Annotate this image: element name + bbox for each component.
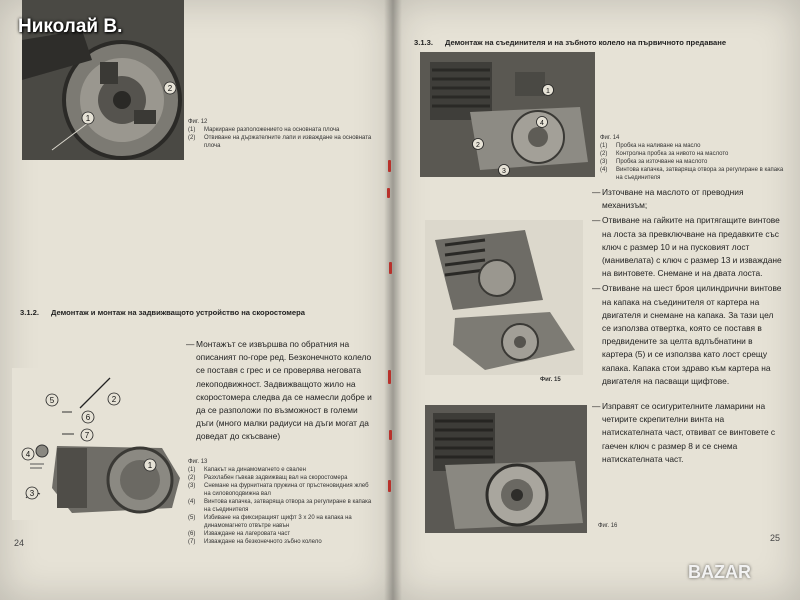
caption-item: (2) Отвиване на държателните лапи и изваждане на основната плоча xyxy=(188,135,372,149)
caption-item: (3) Снемане на фурнитната пружина от пръстеновидния жлеб на силовоподвижна вал xyxy=(188,483,369,497)
callout: 3 xyxy=(29,489,35,498)
fig14-photo xyxy=(420,52,595,177)
fig13-photo xyxy=(12,368,180,520)
callout: 1 xyxy=(546,88,550,95)
left-page xyxy=(0,0,392,600)
caption-item: (7) Изваждане на безконечното зъбно колело xyxy=(188,539,322,545)
red-ink-mark xyxy=(388,160,391,172)
callout: 4 xyxy=(540,120,544,127)
book-spine-fold xyxy=(384,0,402,600)
callout: 4 xyxy=(25,450,31,459)
list-item: — Източване на маслото от преводния механизъм; xyxy=(592,186,784,212)
fig13-caption xyxy=(188,458,373,546)
red-ink-mark xyxy=(387,188,390,198)
fig14-label: Фиг. 14 xyxy=(600,135,620,141)
caption-item: (5) Избиване на фиксиращият щифт 3 х 20 на капака на динамомагнето отвътре навън xyxy=(188,515,352,529)
callout: 7 xyxy=(84,431,90,440)
fig12-label: Фиг. 12 xyxy=(188,119,208,125)
list-item: — Отвиване на шест броя цилиндрични винтове на капака на съединителя от картера на двигателя и снемане на капака. За тази цел се използва отвертка, която се поставя в предвидените за целта вдлъбнатини в картера (5) и се използва като лост срещу капака. Капака стои здраво към картера на двигателя на пасващи щифтове. xyxy=(592,282,784,388)
svg-text:2: 2 xyxy=(167,84,173,93)
list-item: — Изправят се осигурителните ламарини на четирите скрепителни винта на натискателната част, отвиват се винтовете с гаечен ключ с размер 8 и се снема натискателната част. xyxy=(592,400,784,466)
bazar-watermark-logo: BAZAR xyxy=(688,562,751,582)
callout: 3 xyxy=(502,168,506,175)
caption-item: (1) Пробка на наливане на масло xyxy=(600,143,701,149)
fig15-photo xyxy=(425,220,583,375)
caption-item: (6) Изваждане на лагеровата част xyxy=(188,531,291,537)
list-item: — Монтажът се извършва по обратния на описаният по-горе ред. Безконечното колело се поставя с грес и се проверява неговата лекоподвижност. Задвижващото жило на скоростомера следва да се намесли добре и да се разположи по възможност в големи дъги (много малки радиуси на дъги могат да доведат до скъсване) xyxy=(186,338,372,444)
caption-item: (1) Капакът на динамомагнето е свален xyxy=(188,467,306,473)
assembly-paragraph xyxy=(186,338,372,446)
red-ink-mark xyxy=(388,480,391,492)
page-number-right: 25 xyxy=(770,533,781,543)
fig16-photo xyxy=(425,405,587,533)
steps-list-a xyxy=(592,186,784,390)
fig14-caption xyxy=(600,134,785,182)
list-item: — Отвиване на гайките на притягащите винтове на лоста за превключване на предавките със ключ с размер 10 и на пусковият лост (манивелата) с ключ с размер 13 и изваждане на винтовете. Снемане и на двата лоста. xyxy=(592,214,784,280)
caption-item: (4) Винтова капачка, затваряща отвора за регулиране в капака на съединителя xyxy=(188,499,372,513)
red-ink-mark xyxy=(388,370,391,384)
section-heading-3-1-3: 3.1.3. Демонтаж на съединителя и на зъбното колело на първичното предаване xyxy=(414,38,727,47)
watermark-username: Николай В. xyxy=(18,16,123,37)
caption-item: (2) Разхлабен гъвкав задвижващ вал на скоростомера xyxy=(188,475,348,481)
caption-item: (2) Контролна пробка за нивото на маслото xyxy=(600,151,729,157)
section-heading-3-1-2: 3.1.2. Демонтаж и монтаж на задвижващото устройство на скоростомера xyxy=(20,308,305,317)
steps-list-b xyxy=(592,400,784,468)
callout: 5 xyxy=(49,396,55,405)
caption-item: (1) Маркиране разположението на основната плоча xyxy=(188,127,340,133)
callout: 2 xyxy=(476,142,480,149)
callout: 2 xyxy=(111,395,117,404)
fig12-caption xyxy=(188,118,373,150)
page-number-left: 24 xyxy=(14,538,25,548)
callout: 1 xyxy=(147,461,153,470)
fig13-label: Фиг. 13 xyxy=(188,459,208,465)
callout: 6 xyxy=(85,413,91,422)
svg-text:1: 1 xyxy=(85,114,91,123)
red-ink-mark xyxy=(389,430,392,440)
fig16-label: Фиг. 16 xyxy=(598,523,618,529)
fig15-label: Фиг. 15 xyxy=(540,377,561,383)
right-page xyxy=(392,0,800,600)
red-ink-mark xyxy=(389,262,392,274)
caption-item: (3) Пробка за източване на маслото xyxy=(600,159,708,165)
caption-item: (4) Винтова капачка, затваряща отвора за регулиране в капака на съединителя xyxy=(600,167,784,181)
